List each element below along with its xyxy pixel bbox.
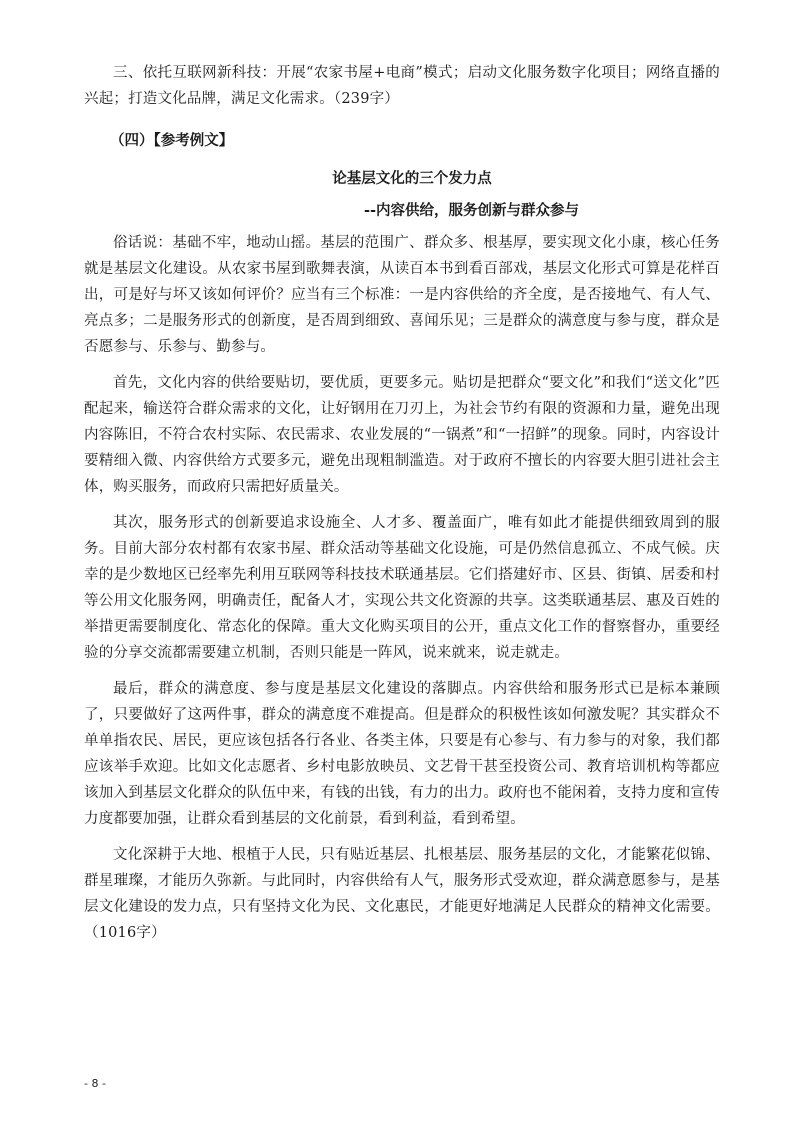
body-paragraph-2: 首先，文化内容的供给要贴切，要优质，更要多元。贴切是把群众“要文化”和我们“送文化”匹配起来，输送符合群众需求的文化，让好钢用在刀刃上，为社会节约有限的资源和力量，避免出现内容陈旧，不符合农村实际、农民需求、农业发展的“一锅煮”和“一招鲜”的现象。同时，内容设计要精细入微、内容供给方式要多元，避免出现粗制滥造。对于政府不擅长的内容要大胆引进社会主体，购买服务，而政府只需把好质量关。: [84, 375, 720, 495]
document-page: [84, 60, 720, 956]
essay-title: 论基层文化的三个发力点: [332, 171, 492, 187]
body-paragraph-3: 其次，服务形式的创新要追求设施全、人才多、覆盖面广，唯有如此才能提供细致周到的服务。目前大部分农村都有农家书屋、群众活动等基础文化设施，可是仍然信息孤立、不成气候。庆幸的是少数地区已经率先利用互联网等科技技术联通基层。它们搭建好市、区县、街镇、居委和村等公用文化服务网，明确责任，配备人才，实现公共文化资源的共享。这类联通基层、惠及百姓的举措更需要制度化、常态化的保障。重大文化购买项目的公开，重点文化工作的督察督办，重要经验的分享交流都需要建立机制，否则只能是一阵风，说来就来，说走就走。: [84, 515, 720, 661]
page-number: - 8 -: [84, 1077, 106, 1090]
body-paragraph-4: 最后，群众的满意度、参与度是基层文化建设的落脚点。内容供给和服务形式已是标本兼顾了，只要做好了这两件事，群众的满意度不难提高。但是群众的积极性该如何激发呢？其实群众不单单指农民、居民，更应该包括各行各业、各类主体，只要是有心参与、有力参与的对象，我们都应该举手欢迎。比如文化志愿者、乡村电影放映员、文艺骨干甚至投资公司、教育培训机构等都应该加入到基层文化群众的队伍中来，有钱的出钱，有力的出力。政府也不能闲着，支持力度和宣传力度都要加强，让群众看到基层的文化前景，看到利益，看到希望。: [84, 681, 720, 827]
intro-paragraph: 三、依托互联网新科技：开展“农家书屋+电商”模式；启动文化服务数字化项目；网络直播的兴起；打造文化品牌，满足文化需求。（239字）: [84, 65, 720, 107]
section-heading: （四）【参考例文】: [110, 133, 234, 149]
body-paragraph-5: 文化深耕于大地、根植于人民，只有贴近基层、扎根基层、服务基层的文化，才能繁花似锦、群星璀璨，才能历久弥新。与此同时，内容供给有人气，服务形式受欢迎，群众满意愿参与，是基层文化建设的发力点，只有坚持文化为民、文化惠民，才能更好地满足人民群众的精神文化需要。（1016字）: [84, 847, 720, 941]
essay-subtitle: --内容供给，服务创新与群众参与: [364, 203, 580, 219]
body-paragraph-1: 俗话说：基础不牢，地动山摇。基层的范围广、群众多、根基厚，要实现文化小康，核心任务就是基层文化建设。从农家书屋到歌舞表演，从读百本书到看百部戏，基层文化形式可算是花样百出，可是好与坏又该如何评价？应当有三个标准：一是内容供给的齐全度，是否接地气、有人气、亮点多；二是服务形式的创新度，是否周到细致、喜闻乐见；三是群众的满意度与参与度，群众是否愿参与、乐参与、勤参与。: [84, 235, 720, 355]
